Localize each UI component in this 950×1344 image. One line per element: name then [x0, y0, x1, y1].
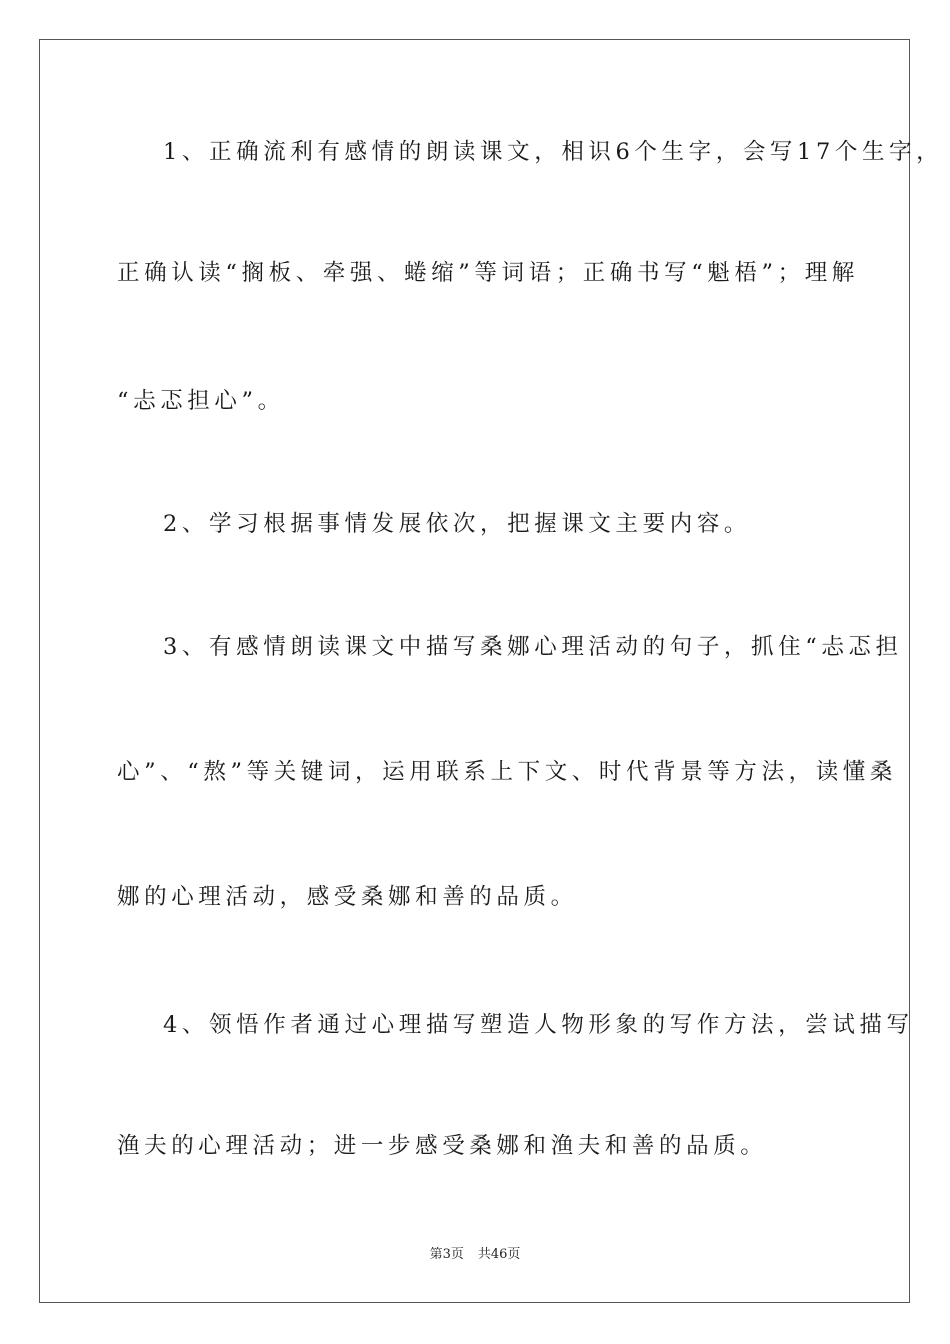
page-frame — [39, 39, 944, 1303]
objective-1-line-1: 1、正确流利有感情的朗读课文，相识6个生字，会写17个生字， — [163, 139, 944, 165]
objective-1-line-3: “忐忑担心”。 — [117, 388, 285, 414]
objective-3-line-3: 娜的心理活动，感受桑娜和善的品质。 — [117, 884, 578, 910]
objective-3-line-1: 3、有感情朗读课文中描写桑娜心理活动的句子，抓住“忐忑担 — [163, 634, 903, 660]
page-footer — [0, 1246, 950, 1264]
objective-4-line-1: 4、领悟作者通过心理描写塑造人物形象的写作方法，尝试描写 — [163, 1012, 914, 1038]
page-total: 共46页 — [477, 1247, 521, 1262]
page-number: 第3页 — [429, 1247, 464, 1262]
objective-3-line-2: 心”、“熬”等关键词，运用联系上下文、时代背景等方法，读懂桑 — [117, 759, 898, 785]
objective-1-line-2: 正确认读“搁板、牵强、蜷缩”等词语；正确书写“魁梧”；理解 — [117, 260, 859, 286]
objective-4-line-2: 渔夫的心理活动；进一步感受桑娜和渔夫和善的品质。 — [117, 1133, 768, 1159]
objective-2-line-1: 2、学习根据事情发展依次，把握课文主要内容。 — [163, 511, 752, 537]
